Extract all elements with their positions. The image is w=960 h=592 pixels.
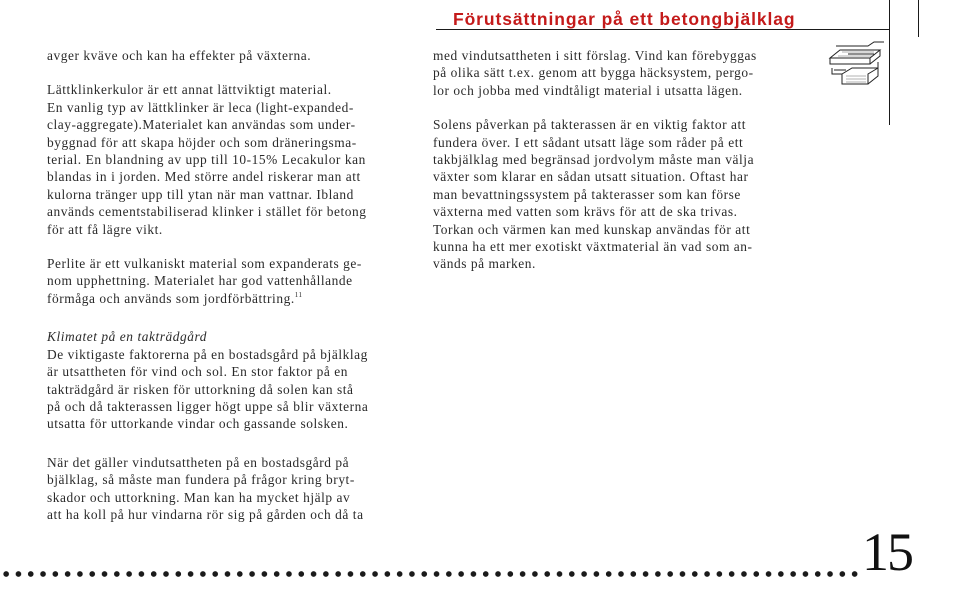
paragraph-intro: avger kväve och kan ha effekter på växterna. (47, 48, 312, 63)
left-text-column (47, 47, 427, 523)
paragraph-perlite: Perlite är ett vulkaniskt material som expanderats ge- nom upphettning. Materialet har god vattenhållande förmåga och används som jordförbättring.$^{11}$ (47, 256, 362, 306)
header-rule (436, 29, 890, 30)
paragraph-vindutsatthet: När det gäller vindutsattheten på en bostadsgård på bjälklag, så måste man fundera på frågor kring bryt- skador och uttorkning. Man kan ha mycket hjälp av att ha koll på hur vindarna rör sig på gården och då ta (47, 454, 364, 522)
right-text-column (433, 47, 813, 273)
building-section-icon (828, 40, 888, 90)
vertical-rule-short (918, 0, 919, 37)
page-header-title: Förutsättningar på ett betongbjälklag (453, 9, 796, 29)
vertical-rule-long (889, 0, 890, 125)
paragraph-solens-paverkan: Solens påverkan på takterassen är en viktig faktor att fundera över. I ett sådant utsatt läge som råder på ett takbjälklag med begränsad jordvolym måste man välja växter som klarar en sådan utsatt situation. Oftast har man bevattningssystem på takterasser som kan förse växterna med vatten som krävs för att de ska trivas. Torkan och värmen kan med kunskap användas för att kunna ha ett mer exotiskt växtmaterial än vad som an- vänds på marken. (433, 117, 755, 272)
dotted-footer-rule (0, 568, 860, 580)
section-subheading: Klimatet på en takträdgård (47, 329, 207, 345)
paragraph-vind-forebyggas: med vindutsattheten i sitt förslag. Vind kan förebyggas på olika sätt t.ex. genom att bygga häcksystem, pergo- lor och jobba med vindtåligt material i utsatta lägen. (433, 48, 757, 98)
footnote-ref: 11 (294, 290, 303, 299)
paragraph-klimat: De viktigaste faktorerna på en bostadsgård på bjälklag är utsattheten för vind och sol. En stor faktor på en takträdgård är risken för uttorkning då solen kan stå på och då takterassen ligger högt uppe så blir växterna utsatta för uttorkande vindar och gassande solsken. (47, 346, 369, 432)
paragraph-lattklinker: Lättklinkerkulor är ett annat lättviktigt material. En vanlig typ av lättklinker är leca (light-expanded- clay-aggregate).Materialet kan användas som under- byggnad för att skapa höjder och som dräneringsma- terial. En blandning av upp till 10-15% Lecakulor kan blandas in i jorden. Med större andel riskerar man att kulorna tränger upp till ytan när man vattnar. Ibland används cementstabiliserad klinker i stället för betong för att få lägre vikt. (47, 82, 367, 237)
page-number: 15 (862, 522, 912, 582)
